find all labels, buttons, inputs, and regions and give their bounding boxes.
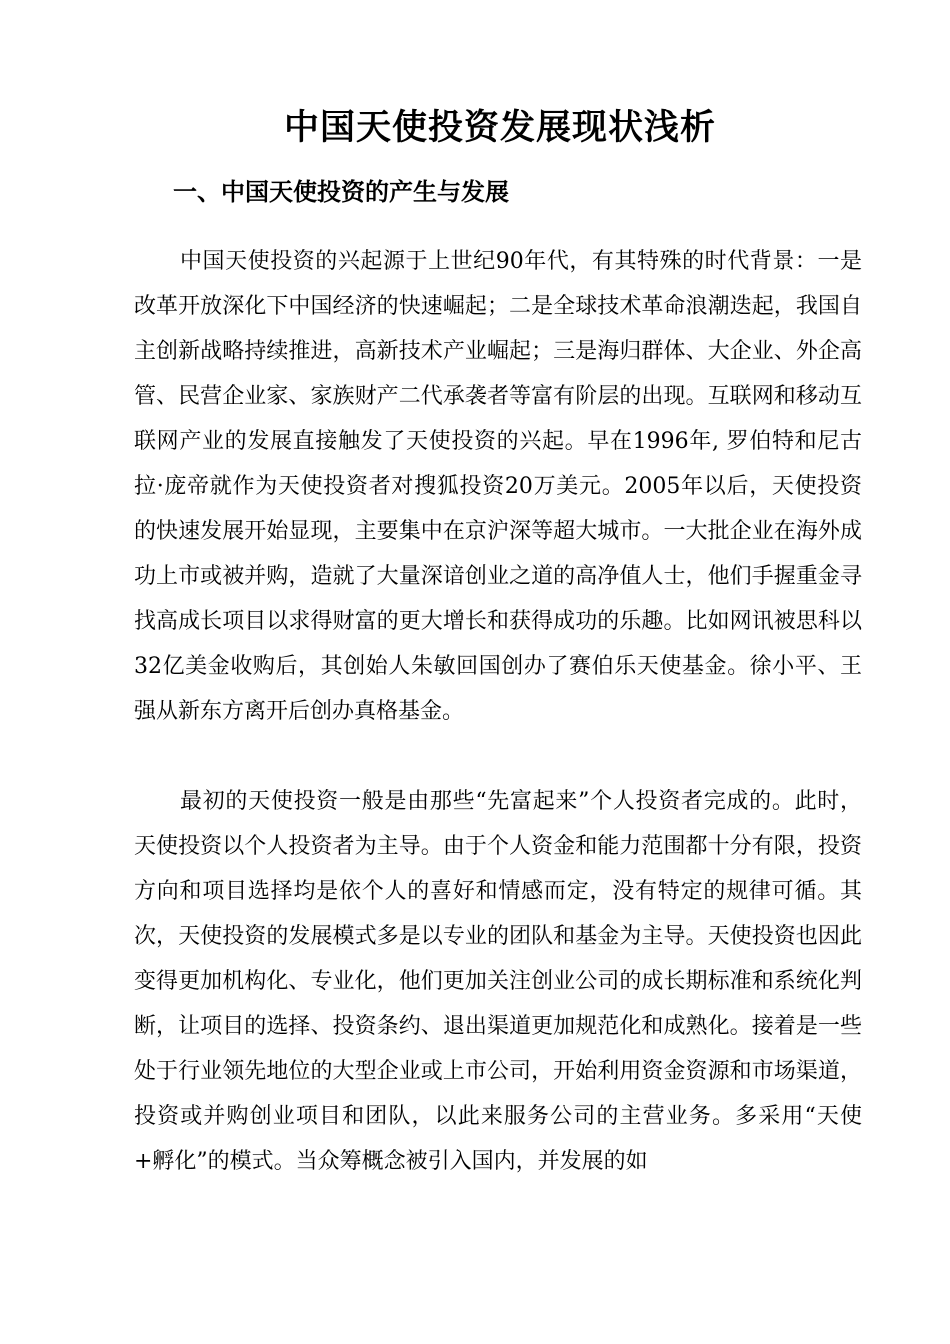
body-paragraph-2: 最初的天使投资一般是由那些“先富起来”个人投资者完成的。此时，天使投资以个人投资者为主导。由于个人资金和能力范围都十分有限，投资方向和项目选择均是依个人的喜好和情感而定，没有特定的规律可循。其次，天使投资的发展模式多是以专业的团队和基金为主导。天使投资也因此变得更加机构化、专业化，他们更加关注创业公司的成长期标准和系统化判断，让项目的选择、投资条约、退出渠道更加规范化和成熟化。接着是一些处于行业领先地位的大型企业或上市公司，开始利用资金资源和市场渠道，投资或并购创业项目和团队，以此来服务公司的主营业务。多采用“天使+孵化”的模式。当众筹概念被引入国内，并发展的如 bbox=[134, 789, 862, 1174]
body-paragraph-1: 中国天使投资的兴起源于上世纪90年代，有其特殊的时代背景：一是改革开放深化下中国经济的快速崛起；二是全球技术革命浪潮迭起，我国自主创新战略持续推进，高新技术产业崛起；三是海归群体、大企业、外企高管、民营企业家、家族财产二代承袭者等富有阶层的出现。互联网和移动互联网产业的发展直接触发了天使投资的兴起。早在1996年, 罗伯特和尼古拉·庞帝就作为天使投资者对搜狐投资20万美元。2005年以后，天使投资的快速发展开始显现，主要集中在京沪深等超大城市。一大批企业在海外成功上市或被并购，造就了大量深谙创业之道的高净值人士，他们手握重金寻找高成长项目以求得财富的更大增长和获得成功的乐趣。比如网讯被思科以32亿美金收购后，其创始人朱敏回国创办了赛伯乐天使基金。徐小平、王强从新东方离开后创办真格基金。 bbox=[134, 249, 862, 724]
section-heading: 一、中国天使投资的产生与发展 bbox=[173, 177, 509, 206]
document-title: 中国天使投资发展现状浅析 bbox=[283, 107, 716, 148]
